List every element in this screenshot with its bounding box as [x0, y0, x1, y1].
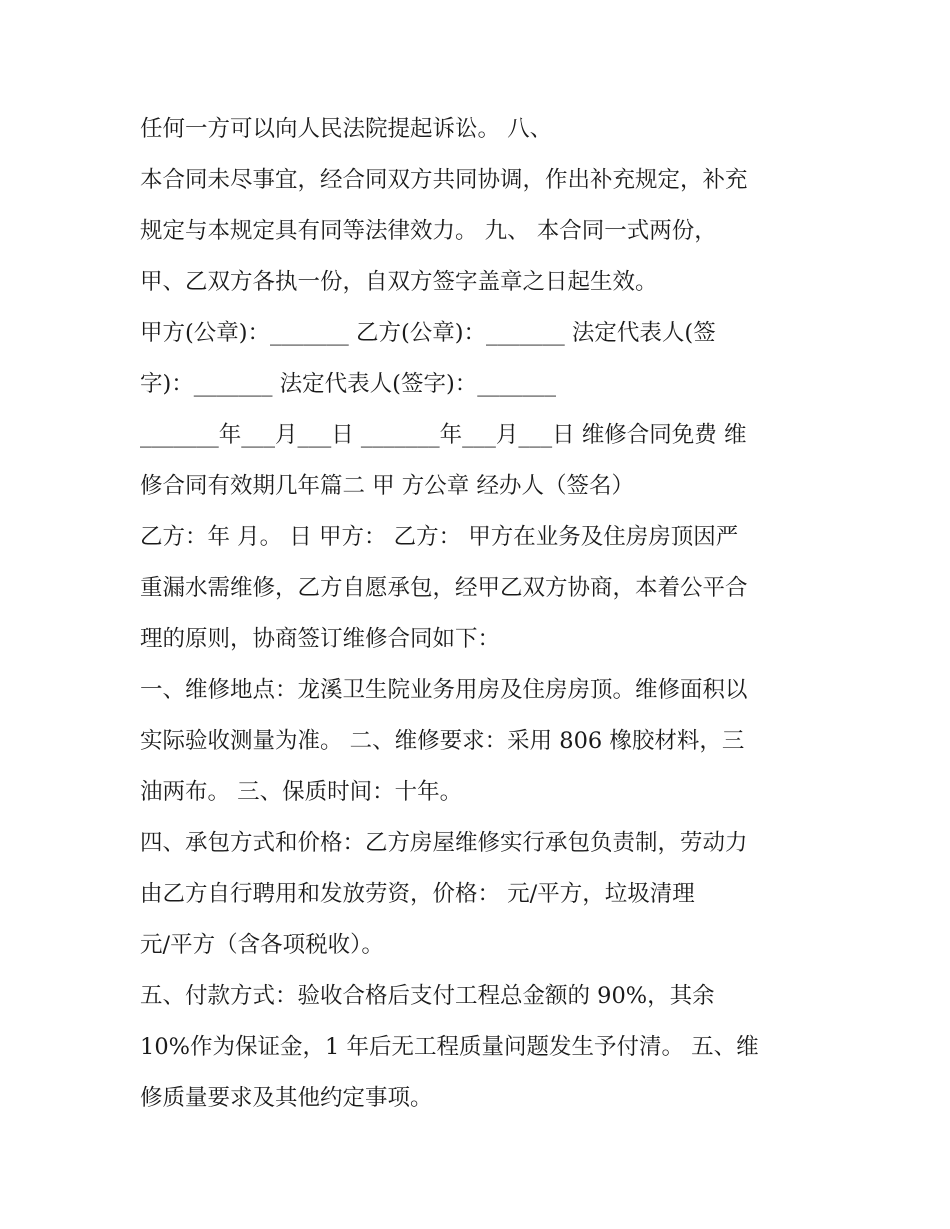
text-line: 理的原则，协商签订维修合同如下：: [140, 626, 501, 652]
text-line: 规定与本规定具有同等法律效力。 九、 本合同一式两份，: [140, 218, 717, 244]
text-line: 任何一方可以向人民法院提起诉讼。 八、: [140, 116, 553, 142]
text-line: 修合同有效期几年篇二 甲 方公章 经办人（签名）: [140, 473, 634, 499]
text-line: 重漏水需维修，乙方自愿承包，经甲乙双方协商，本着公平合: [140, 575, 748, 601]
text-line: 甲方(公章)：_______ 乙方(公章)：_______ 法定代表人(签: [140, 320, 716, 346]
text-line: 油两布。 三、保质时间：十年。: [140, 779, 463, 805]
text-line: 修质量要求及其他约定事项。: [140, 1085, 433, 1111]
text-line: 元/平方（含各项税收）。: [140, 932, 384, 958]
text-line: 一、维修地点：龙溪卫生院业务用房及住房房顶。维修面积以: [140, 677, 748, 703]
text-line: 由乙方自行聘用和发放劳资，价格： 元/平方，垃圾清理: [140, 881, 695, 907]
text-line: 10%作为保证金，1 年后无工程质量问题发生予付清。 五、维: [140, 1034, 759, 1060]
text-line: 字)：_______ 法定代表人(签字)：_______: [140, 371, 556, 397]
text-line: 五、付款方式：验收合格后支付工程总金额的 90%，其余: [140, 983, 715, 1009]
text-line: _______年___月___日 _______年___月___日 维修合同免费 维: [140, 422, 747, 448]
text-line: 四、承包方式和价格：乙方房屋维修实行承包负责制，劳动力: [140, 830, 748, 856]
text-line: 本合同未尽事宜，经合同双方共同协调，作出补充规定，补充: [140, 167, 748, 193]
text-line: 乙方：年 月。 日 甲方： 乙方： 甲方在业务及住房房顶因严: [140, 524, 739, 550]
text-line: 甲、乙双方各执一份，自双方签字盖章之日起生效。: [140, 269, 658, 295]
text-line: 实际验收测量为准。 二、维修要求：采用 806 橡胶材料，三: [140, 728, 745, 754]
